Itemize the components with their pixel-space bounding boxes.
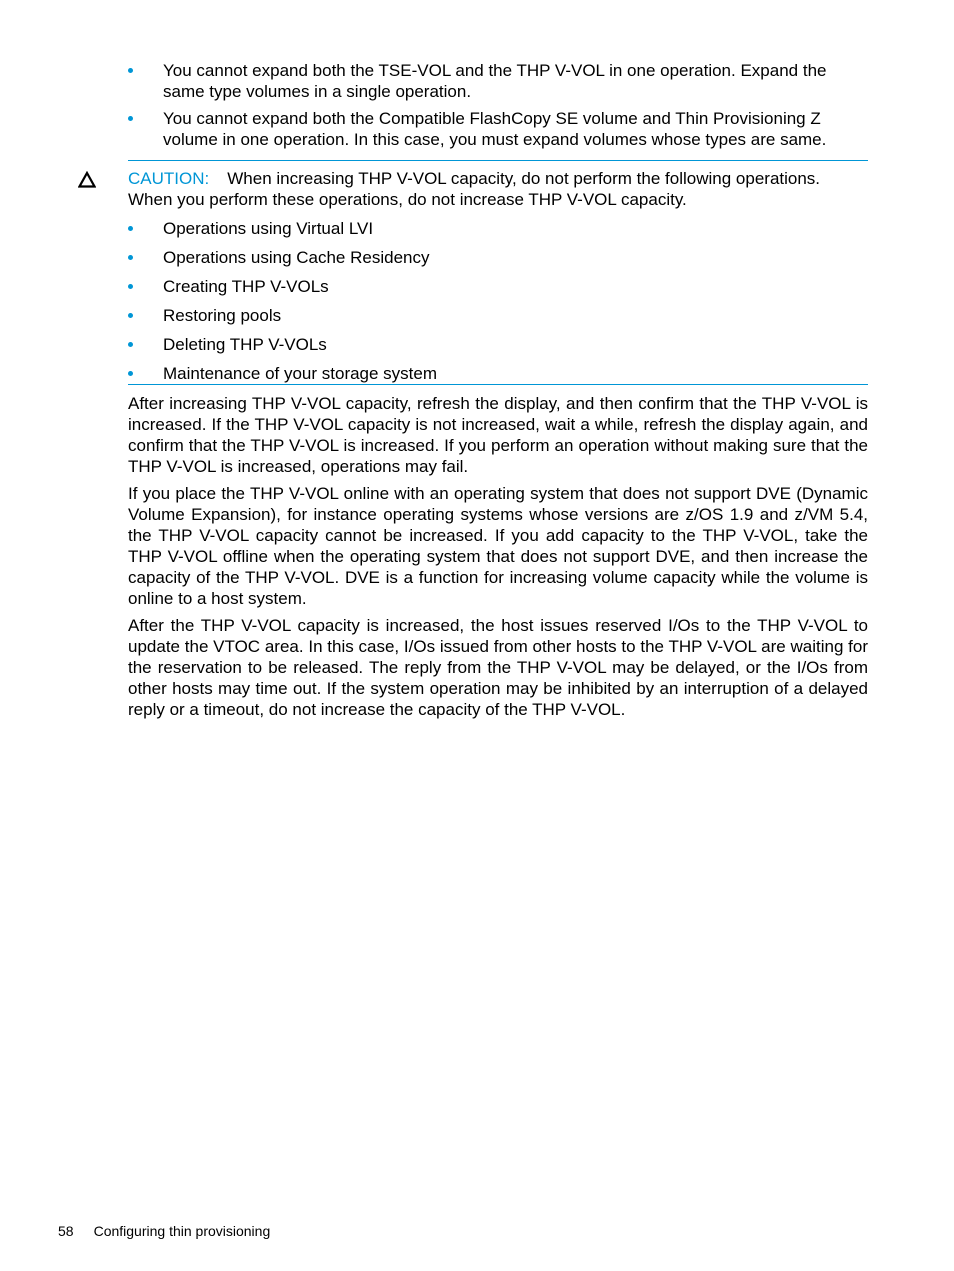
list-item-text: Creating THP V-VOLs	[163, 277, 329, 296]
bullet-icon	[128, 313, 133, 318]
bullet-icon	[128, 342, 133, 347]
list-item	[128, 334, 868, 355]
caution-paragraph	[128, 168, 868, 210]
bullet-icon	[128, 255, 133, 260]
list-item	[128, 108, 868, 150]
footer-section-title: Configuring thin provisioning	[93, 1223, 271, 1239]
list-item-text: Operations using Cache Residency	[163, 248, 430, 267]
bullet-icon	[128, 226, 133, 231]
list-item	[128, 60, 868, 102]
caution-box	[128, 160, 868, 385]
body-paragraph: If you place the THP V-VOL online with an operating system that does not support DVE (Dynamic Volume Expansion), for instance operating systems whose versions are z/OS 1.9 and z/VM 5.4, the THP V-VOL capacity cannot be increased. If you add capacity to the THP V-VOL, take the THP V-VOL offline when the operating system that does not support DVE, and then increase the capacity of the THP V-VOL. DVE is a function for increasing volume capacity while the volume is online to a host system.	[128, 484, 868, 608]
bullet-icon	[128, 284, 133, 289]
warning-triangle-icon	[78, 171, 96, 189]
list-item-text: Maintenance of your storage system	[163, 364, 438, 383]
list-item	[128, 247, 868, 268]
page-footer	[58, 1222, 270, 1240]
body-paragraph: After increasing THP V-VOL capacity, refresh the display, and then confirm that the THP V-VOL is increased. If the THP V-VOL capacity is not increased, wait a while, refresh the display again, and confirm that the THP V-VOL is increased. If you perform an operation without making sure that the THP V-VOL is increased, operations may fail.	[128, 394, 868, 476]
bullet-icon	[128, 68, 133, 73]
list-item-text: Restoring pools	[163, 306, 282, 325]
list-item-text: Operations using Virtual LVI	[163, 219, 374, 238]
bullet-icon	[128, 371, 133, 376]
list-item	[128, 218, 868, 239]
list-item	[128, 276, 868, 297]
page-number: 58	[58, 1223, 74, 1239]
list-item	[128, 305, 868, 326]
document-body	[128, 60, 868, 726]
caution-text: When increasing THP V-VOL capacity, do not perform the following operations. When you perform these operations, do not increase THP V-VOL capacity.	[128, 169, 821, 209]
top-bullet-list	[128, 60, 868, 150]
caution-label: CAUTION:	[128, 169, 210, 188]
list-item-text: You cannot expand both the TSE-VOL and the THP V-VOL in one operation. Expand the same type volumes in a single operation.	[163, 61, 827, 101]
bullet-icon	[128, 116, 133, 121]
list-item-text: Deleting THP V-VOLs	[163, 335, 327, 354]
caution-bullet-list	[128, 218, 868, 384]
list-item	[128, 363, 868, 384]
body-paragraph: After the THP V-VOL capacity is increased, the host issues reserved I/Os to the THP V-VOL to update the VTOC area. In this case, I/Os issued from other hosts to the THP V-VOL are waiting for the reservation to be released. The reply from the THP V-VOL may be delayed, or the I/Os from other hosts may time out. If the system operation may be inhibited by an interruption of a delayed reply or a timeout, do not increase the capacity of the THP V-VOL.	[128, 616, 868, 719]
list-item-text: You cannot expand both the Compatible FlashCopy SE volume and Thin Provisioning Z volume in one operation. In this case, you must expand volumes whose types are same.	[163, 109, 827, 149]
